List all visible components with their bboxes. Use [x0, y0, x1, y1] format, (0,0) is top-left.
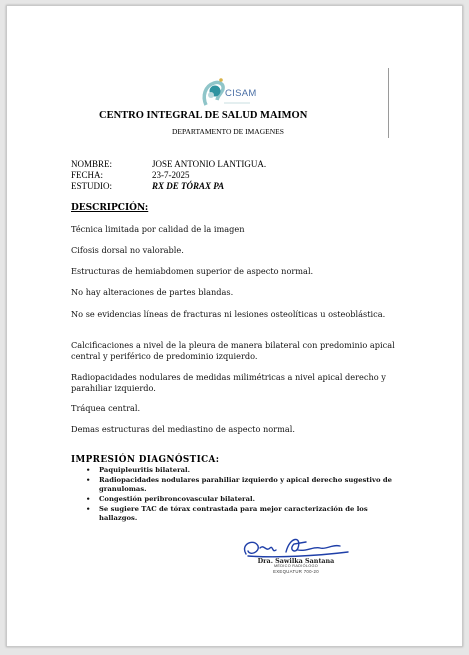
study-name: RX DE TÓRAX PA [152, 181, 225, 191]
impression-item-text: Congestión peribroncovascular bilateral. [99, 495, 255, 504]
description-paragraph: Radiopacidades nodulares de medidas milimétricas a nivel apical derecho y parahiliar izquierdo. [71, 372, 386, 393]
impression-item: • Se sugiere TAC de tórax contrastada para mejor caracterización de los hallazgos. [86, 505, 368, 523]
description-paragraph: Tráquea central. [71, 403, 141, 413]
impression-heading: IMPRESIÓN DIAGNÓSTICA: [71, 455, 220, 465]
header-divider-line [388, 68, 389, 138]
description-paragraph: Calcificaciones a nivel de la pleura de manera bilateral con predominio apical central y periférico de predominio izquierdo. [71, 340, 395, 361]
description-paragraph: Cifosis dorsal no valorable. [71, 245, 184, 255]
description-heading: DESCRIPCIÓN: [71, 203, 149, 213]
impression-item: • Congestión peribroncovascular bilateral. [86, 495, 255, 504]
logo-text: CISAM [225, 88, 257, 99]
date-row [71, 170, 190, 180]
signature-name: Dra. Sawilka Santana [257, 557, 335, 565]
signature-title: MÉDICO RADIÓLOGO [273, 564, 319, 568]
impression-item: • Radiopacidades nodulares parahiliar izquierdo y apical derecho sugestivo de granulomas. [86, 476, 392, 493]
study-row [71, 181, 225, 191]
impression-list [84, 466, 394, 524]
description-paragraph: No hay alteraciones de partes blandas. [71, 287, 234, 297]
study-date: 23-7-2025 [152, 170, 190, 180]
date-label: FECHA: [71, 170, 104, 180]
name-row [71, 159, 267, 169]
study-label: ESTUDIO: [71, 181, 112, 191]
name-label: NOMBRE: [71, 159, 113, 169]
signature-license: EXEQUATUR 700-20 [273, 569, 319, 574]
impression-item-text: Radiopacidades nodulares parahiliar izquierdo y apical derecho sugestivo de granulomas. [99, 476, 392, 493]
impression-item-text: Se sugiere TAC de tórax contrastada para mejor caracterización de los hallazgos. [99, 505, 368, 523]
description-paragraph: Demas estructuras del mediastino de aspecto normal. [71, 424, 295, 434]
impression-item: • Paquipleuritis bilateral. [86, 466, 191, 474]
patient-name: JOSE ANTONIO LANTIGUA. [152, 159, 267, 169]
description-paragraph: Estructuras de hemiabdomen superior de aspecto normal. [71, 266, 314, 276]
impression-item-text: Paquipleuritis bilateral. [99, 466, 191, 474]
description-paragraph: No se evidencias líneas de fracturas ni lesiones osteolíticas u osteoblástica. [71, 309, 386, 319]
organization-title: CENTRO INTEGRAL DE SALUD MAIMON [99, 110, 308, 121]
description-paragraph: Técnica limitada por calidad de la imagen [71, 224, 245, 234]
department-title: DEPARTAMENTO DE IMAGENES [172, 127, 284, 136]
